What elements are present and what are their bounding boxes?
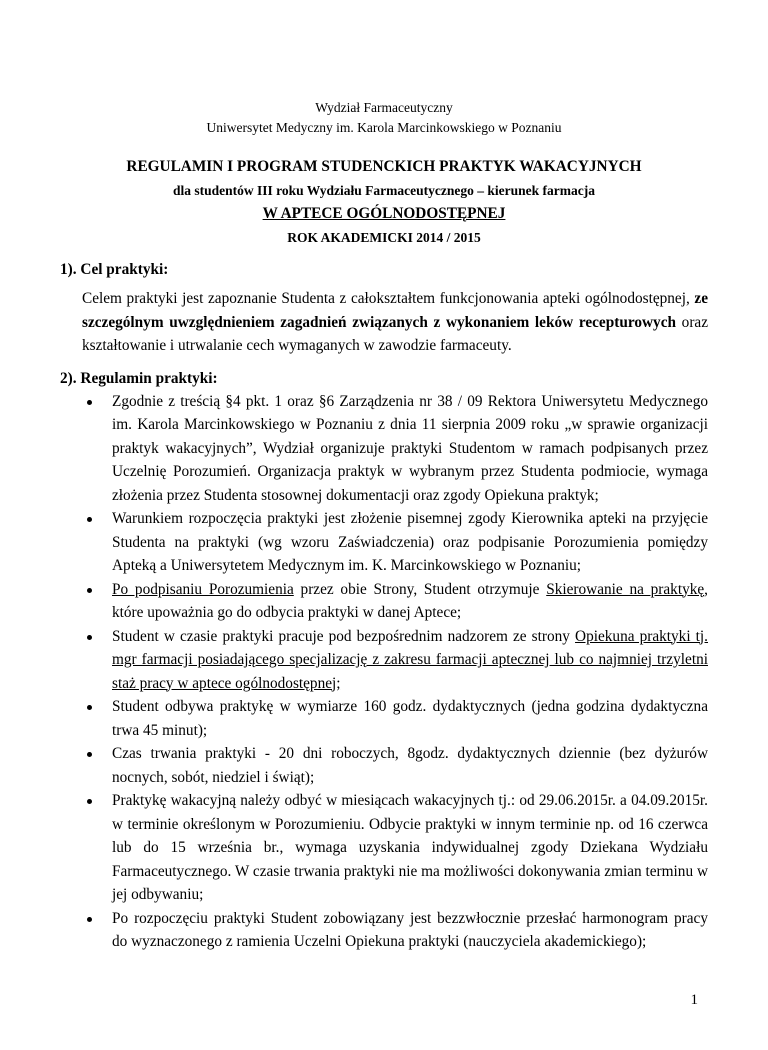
document-title: REGULAMIN I PROGRAM STUDENCKICH PRAKTYK WAKACYJNYCH bbox=[126, 158, 642, 175]
text: Celem praktyki jest zapoznanie Studenta z całokształtem funkcjonowania apteki ogólnodostępnej, bbox=[82, 290, 695, 307]
bullet-icon bbox=[87, 517, 92, 522]
text: Student odbywa praktykę w wymiarze 160 godz. dydaktycznych (jedna godzina dydaktyczna trwa 45 minut); bbox=[112, 698, 708, 739]
document-place: W APTECE OGÓLNODOSTĘPNEJ bbox=[262, 205, 506, 222]
text: Praktykę wakacyjną należy odbyć w miesiącach wakacyjnych tj.: od 29.06.2015r. a 04.09.2015r. w terminie określonym w Porozumieniu. Odbycie praktyki w innym terminie np. od 16 czerwca lub do 15 września br., wymaga uzyskania indywidualnej zgody Dziekana Wydziału Farmaceutycznego. W czasie trwania praktyki nie ma możliwości dokonywania zmian terminu w jej odbywaniu; bbox=[112, 792, 708, 903]
bold-text: ze szczególnym uwzględnieniem zagadnień związanych z wykonaniem leków recepturowych bbox=[82, 290, 708, 331]
text: Czas trwania praktyki - 20 dni roboczych, 8godz. dydaktycznych dziennie (bez dyżurów nocnych, sobót, niedziel i świąt); bbox=[112, 745, 708, 786]
university-name: Uniwersytet Medyczny im. Karola Marcinkowskiego w Poznaniu bbox=[206, 120, 562, 135]
text: przez obie Strony, Student otrzymuje bbox=[293, 580, 547, 598]
list-item bbox=[112, 789, 708, 907]
text: oraz kształtowanie i utrwalanie cech wymaganych w zawodzie farmaceuty. bbox=[82, 313, 708, 354]
bullet-icon bbox=[87, 752, 92, 757]
list-item bbox=[112, 625, 708, 696]
bullet-icon bbox=[87, 635, 92, 640]
list-item bbox=[112, 742, 708, 789]
text: Zgodnie z treścią §4 pkt. 1 oraz §6 Zarządzenia nr 38 / 09 Rektora Uniwersytetu Medycznego im. Karola Marcinkowskiego w Poznaniu z dnia 11 sierpnia 2009 roku „w sprawie organizacji praktyk wakacyjnych”, Wydział organizuje praktyki Studentom w ramach podpisanych przez Uczelnię Porozumień. Organizacja praktyk w wybranym przez Studenta podmiocie, wymaga złożenia przez Studenta stosownej dokumentacji oraz zgody Opiekuna praktyk; bbox=[112, 392, 708, 504]
section-1-heading: 1). Cel praktyki: bbox=[60, 261, 169, 278]
text: Warunkiem rozpoczęcia praktyki jest złożenie pisemnej zgody Kierownika apteki na przyjęcie Studenta na praktyki (wg wzoru Zaświadczenia) oraz podpisanie Porozumienia pomiędzy Apteką a Uniwersytetem Medycznym im. K. Marcinkowskiego w Poznaniu; bbox=[112, 510, 708, 574]
underlined-text: Opiekuna praktyki tj. mgr farmacji posiadającego specjalizację z zakresu farmacji aptecznej lub co najmniej trzyletni staż pracy w aptece ogólnodostępnej; bbox=[112, 627, 709, 692]
text: Po rozpoczęciu praktyki Student zobowiązany jest bezzwłocznie przesłać harmonogram pracy do wyznaczonego z ramienia Uczelni Opiekuna praktyki (nauczyciela akademickiego); bbox=[112, 909, 708, 950]
bullet-icon bbox=[87, 917, 92, 922]
underlined-text: Po podpisaniu Porozumienia bbox=[112, 580, 294, 598]
bullet-icon bbox=[87, 705, 92, 710]
page-number: 1 bbox=[690, 991, 698, 1008]
faculty-name: Wydział Farmaceutyczny bbox=[315, 100, 453, 115]
list-item bbox=[112, 695, 708, 742]
bullet-icon bbox=[87, 588, 92, 593]
bullet-icon bbox=[87, 400, 92, 405]
list-item bbox=[112, 578, 708, 625]
list-item bbox=[112, 507, 708, 578]
document-subtitle: dla studentów III roku Wydziału Farmaceutycznego – kierunek farmacja bbox=[173, 183, 595, 198]
academic-year: ROK AKADEMICKI 2014 / 2015 bbox=[287, 230, 481, 245]
text: , które upoważnia go do odbycia praktyki w danej Aptece; bbox=[112, 580, 708, 621]
section-2-heading: 2). Regulamin praktyki: bbox=[60, 369, 218, 387]
underlined-text: Skierowanie na praktykę bbox=[546, 580, 705, 598]
text: Student w czasie praktyki pracuje pod bezpośrednim nadzorem ze strony bbox=[112, 627, 576, 645]
bullet-icon bbox=[87, 799, 92, 804]
section-1-paragraph bbox=[82, 287, 708, 358]
rules-list bbox=[82, 390, 708, 954]
list-item bbox=[112, 907, 708, 954]
list-item bbox=[112, 390, 708, 508]
